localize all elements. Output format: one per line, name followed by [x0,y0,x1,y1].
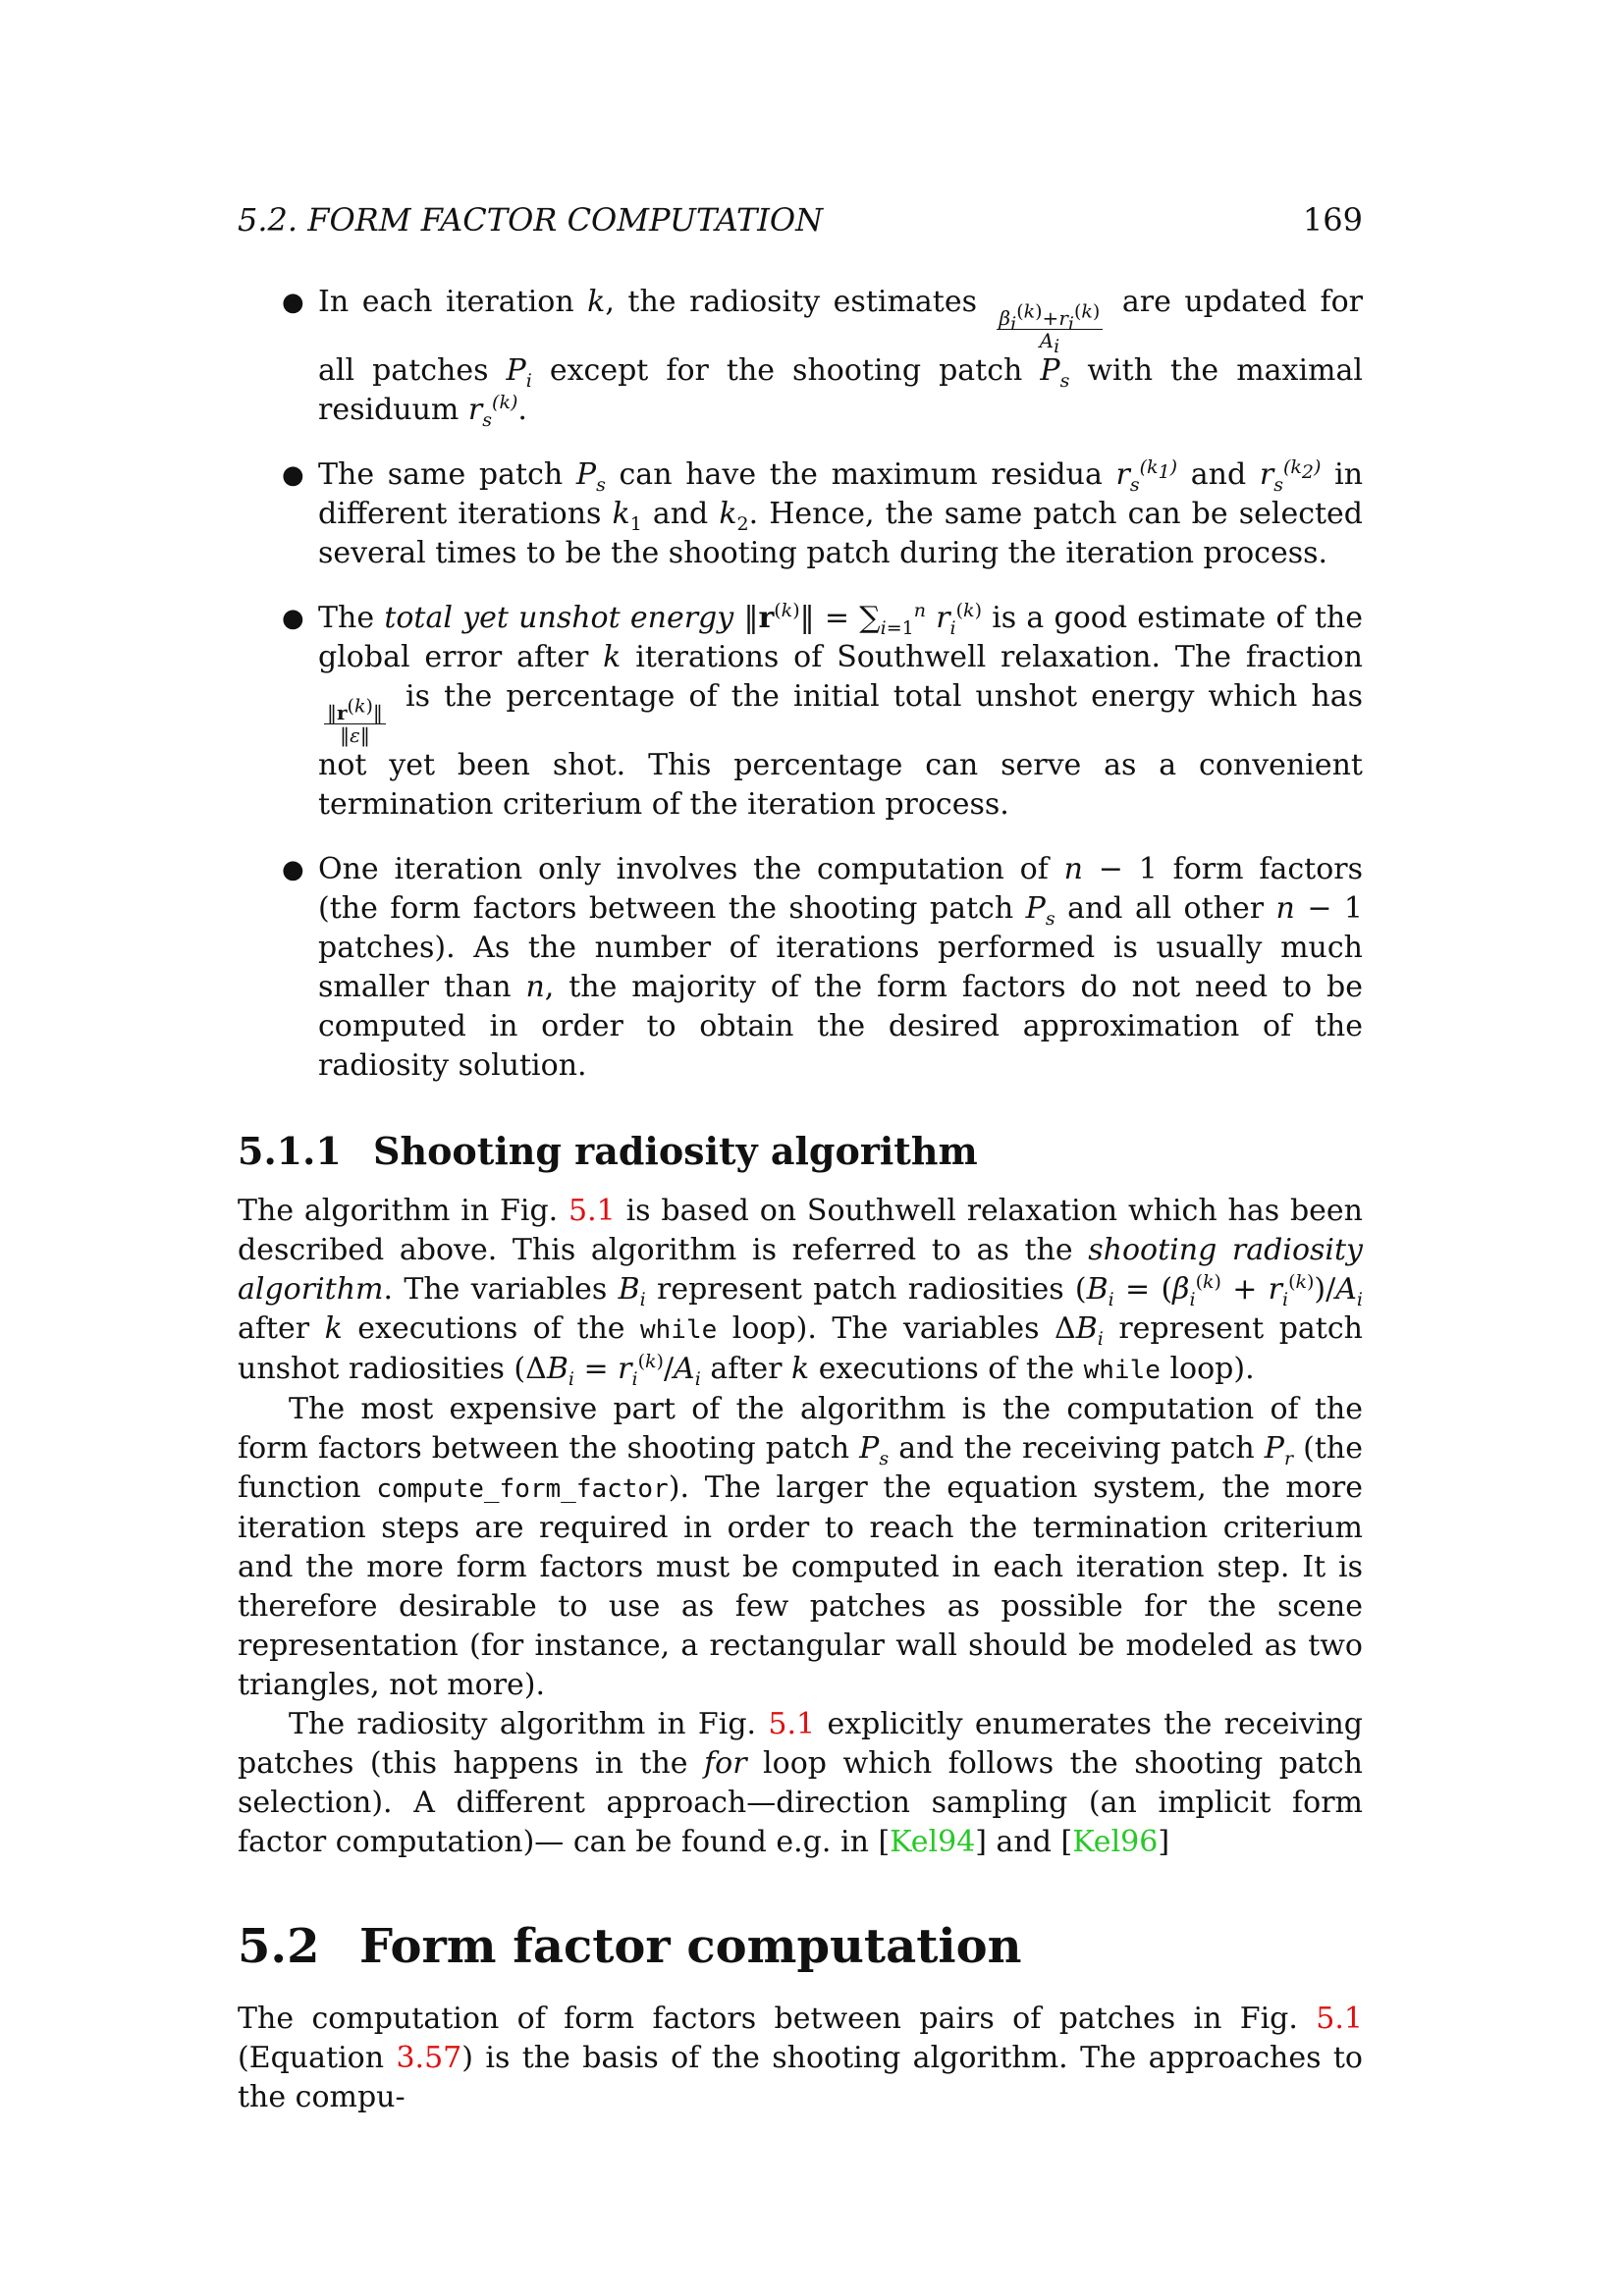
text-run: The most expensive part of the algorithm is the computation of the form factors between the shooting patch [238,1392,1363,1466]
math-fraction-radiosity: $\frac{\beta_i^{(k)}+r_i^{(k)}}{A_i}$ [997,307,1104,351]
math-Pr: $P_r$ [1264,1431,1294,1469]
bullet-dot-icon: ● [282,460,304,490]
text-run: explicitly enumerates the receiving patches (this happens in the [238,1707,1363,1781]
text-run: The algorithm in Fig. [238,1194,569,1228]
running-header [238,200,1363,240]
text-run: represent patch radiosities ( [645,1272,1087,1307]
math-n-minus-1: n − 1 [1275,891,1364,926]
math-Ps: $P_s$ [859,1431,890,1469]
text-run: loop). The variables [717,1311,1055,1346]
paragraph-form-factor-intro [238,2000,1363,2117]
emphasis-text: shooting radiosity algorithm [238,1233,1363,1307]
section-number: 5.2 [238,1919,320,1974]
text-run: The computation of form factors between pairs of patches in Fig. [238,2002,1317,2036]
math-rs-k: $r_s^{(k)}$ [467,392,518,431]
paragraph-expensive-part [238,1390,1363,1705]
math-rs-k1: $r_s^{(k_1)}$ [1115,456,1178,496]
paragraph-enumeration [238,1705,1363,1862]
figure-ref-link[interactable]: 5.1 [1316,2002,1363,2036]
bullet-item: ● The same patch $P_s$ can have the maximum residua $r_s^{(k_1)}$ and $r_s^{(k_2)}$ in different iterations $k_1$ and $k_2$. Hence, the same patch can be selected several times to be the shooting patch during the iteration process. [282,456,1364,570]
equation-ref-link[interactable]: 3.57 [396,2041,462,2075]
text-run: after [238,1311,325,1346]
math-Bi-formula: $B_i = (\beta_i^{(k)} + r_i^{(k)})/A_i$ [1086,1271,1363,1310]
math-Ps: $P_s$ [1025,891,1055,930]
math-norm-sum: $‖r^{(k)}‖ = \sum_{i=1}^n$ $r_i^{(k)}$ [743,600,982,639]
text-run: loop which follows the shooting patch selection). A different approach—direction sampling (an implicit form factor computation)— can be found e.g. in [ [238,1746,1364,1859]
text-run: and the receiving patch [889,1431,1265,1466]
text-run: (the function [238,1431,1364,1505]
emphasis-text: total yet unshot energy [384,601,734,635]
emphasis-text: for [704,1746,747,1781]
text-run: The [318,601,385,635]
math-fraction-norm: $\frac{‖r^{(k)}‖}{‖\varepsilon‖}$ [324,702,386,746]
math-n-minus-1: n − 1 [1063,852,1158,886]
math-k: k [587,285,606,319]
text-run: ] and [ [975,1825,1073,1859]
main-content [238,283,1363,2117]
text-run: and [1177,457,1260,492]
code-while: while [640,1315,718,1345]
bullet-item [238,850,1363,1086]
text-run: One iteration only involves the computation of [318,852,1064,886]
text-run: and [641,497,720,531]
text-run: patches). As the number of iterations performed is usually much smaller than [318,931,1363,1004]
math-k1: k [612,497,630,531]
text-run: , the radiosity estimates [605,285,978,319]
text-run: is the percentage of the initial total unshot energy which has not yet been shot. This percentage can serve as a convenient termination criterium of the iteration process. [318,679,1363,822]
math-k2: k [719,497,737,531]
bullet-dot-icon: ● [282,288,304,317]
math-Bi: $B_i$ [618,1272,646,1310]
text-run: is based on Southwell relaxation which has been described above. This algorithm is referred to as the [238,1194,1363,1267]
text-run: after [700,1352,792,1386]
citation-link[interactable]: Kel96 [1072,1825,1159,1859]
bullet-dot-icon: ● [282,604,304,633]
text-run: ). The larger the equation system, the more iteration steps are required in order to reach the termination criterium and the more form factors must be computed in each iteration step. It is therefore desirable to use as few patches as possible for the scene representation (for instance, a rectangular wall should be modeled as two triangles, not more). [238,1470,1363,1702]
citation-link[interactable]: Kel94 [890,1825,976,1859]
math-delta-Bi-formula: $\Delta B_i = r_i^{(k)}/A_i$ [525,1351,701,1390]
math-n: n [525,970,545,1004]
text-run: is a good estimate of the global error after [318,601,1363,674]
bullet-dot-icon: ● [282,855,304,884]
paragraph-algorithm [238,1192,1363,1390]
text-run: with the maximal residuum [318,353,1363,427]
text-run: are updated for all patches [318,285,1363,388]
text-run: except for the shooting patch [531,353,1041,388]
text-run: ) is the basis of the shooting algorithm. The approaches to the compu- [238,2041,1363,2114]
text-run: executions of the [809,1352,1084,1386]
text-run: . The variables [383,1272,619,1307]
text-run: can have the maximum residua [605,457,1116,492]
text-run: represent patch unshot radiosities ( [238,1311,1363,1386]
text-run: executions of the [342,1311,640,1346]
bullet-item: ● In each iteration k, the radiosity estimates $\frac{\beta_i^{(k)}+r_i^{(k)}}{A_i}$ are updated for all patches $P_i$ except for the shooting patch $P_s$ with the maximal residuum $r_s^{(k)}$. [282,285,1363,431]
subsection-title: Shooting radiosity algorithm [373,1129,978,1173]
figure-ref-link[interactable]: 5.1 [568,1194,616,1228]
running-title: 5.2. FORM FACTOR COMPUTATION [238,201,824,239]
bullet-list [238,283,1363,1086]
math-k: k [791,1352,810,1386]
page-number: 169 [1302,201,1363,239]
bullet-item [238,599,1363,825]
math-k: k [603,640,622,674]
math-delta-Bi: $\Delta B_i$ [1055,1311,1104,1350]
math-Ps: $P_s$ [575,457,606,496]
text-run: . Hence, the same patch can be selected several times to be the shooting patch during the iteration process. [318,497,1364,570]
section-heading [238,1919,1363,1974]
text-run: The same patch [318,457,576,492]
text-run: iterations of Southwell relaxation. The fraction [621,640,1363,674]
text-run: ] [1158,1825,1170,1859]
math-Ps: $P_s$ [1040,353,1070,392]
subsection-number: 5.1.1 [238,1129,342,1173]
section-title: Form factor computation [359,1919,1022,1974]
text-run: The radiosity algorithm in Fig. [289,1707,769,1741]
figure-ref-link[interactable]: 5.1 [768,1707,816,1741]
text-run: and all other [1055,891,1276,926]
text-run: , the majority of the form factors do not need to be computed in order to obtain the desired approximation of the radiosity solution. [318,970,1363,1083]
text-run: (Equation [238,2041,397,2075]
text-run: loop). [1160,1352,1255,1386]
text-run: In each iteration [318,285,588,319]
math-k: k [324,1311,343,1346]
code-function-name: compute_form_factor [376,1474,669,1504]
text-run: in different iterations [318,457,1364,531]
text-run: form factors (the form factors between the shooting patch [318,852,1364,926]
code-while: while [1083,1356,1161,1385]
math-Pi: $P_i$ [506,353,532,392]
math-rs-k2: $r_s^{(k_2)}$ [1259,456,1322,496]
subsection-heading [238,1129,1363,1174]
